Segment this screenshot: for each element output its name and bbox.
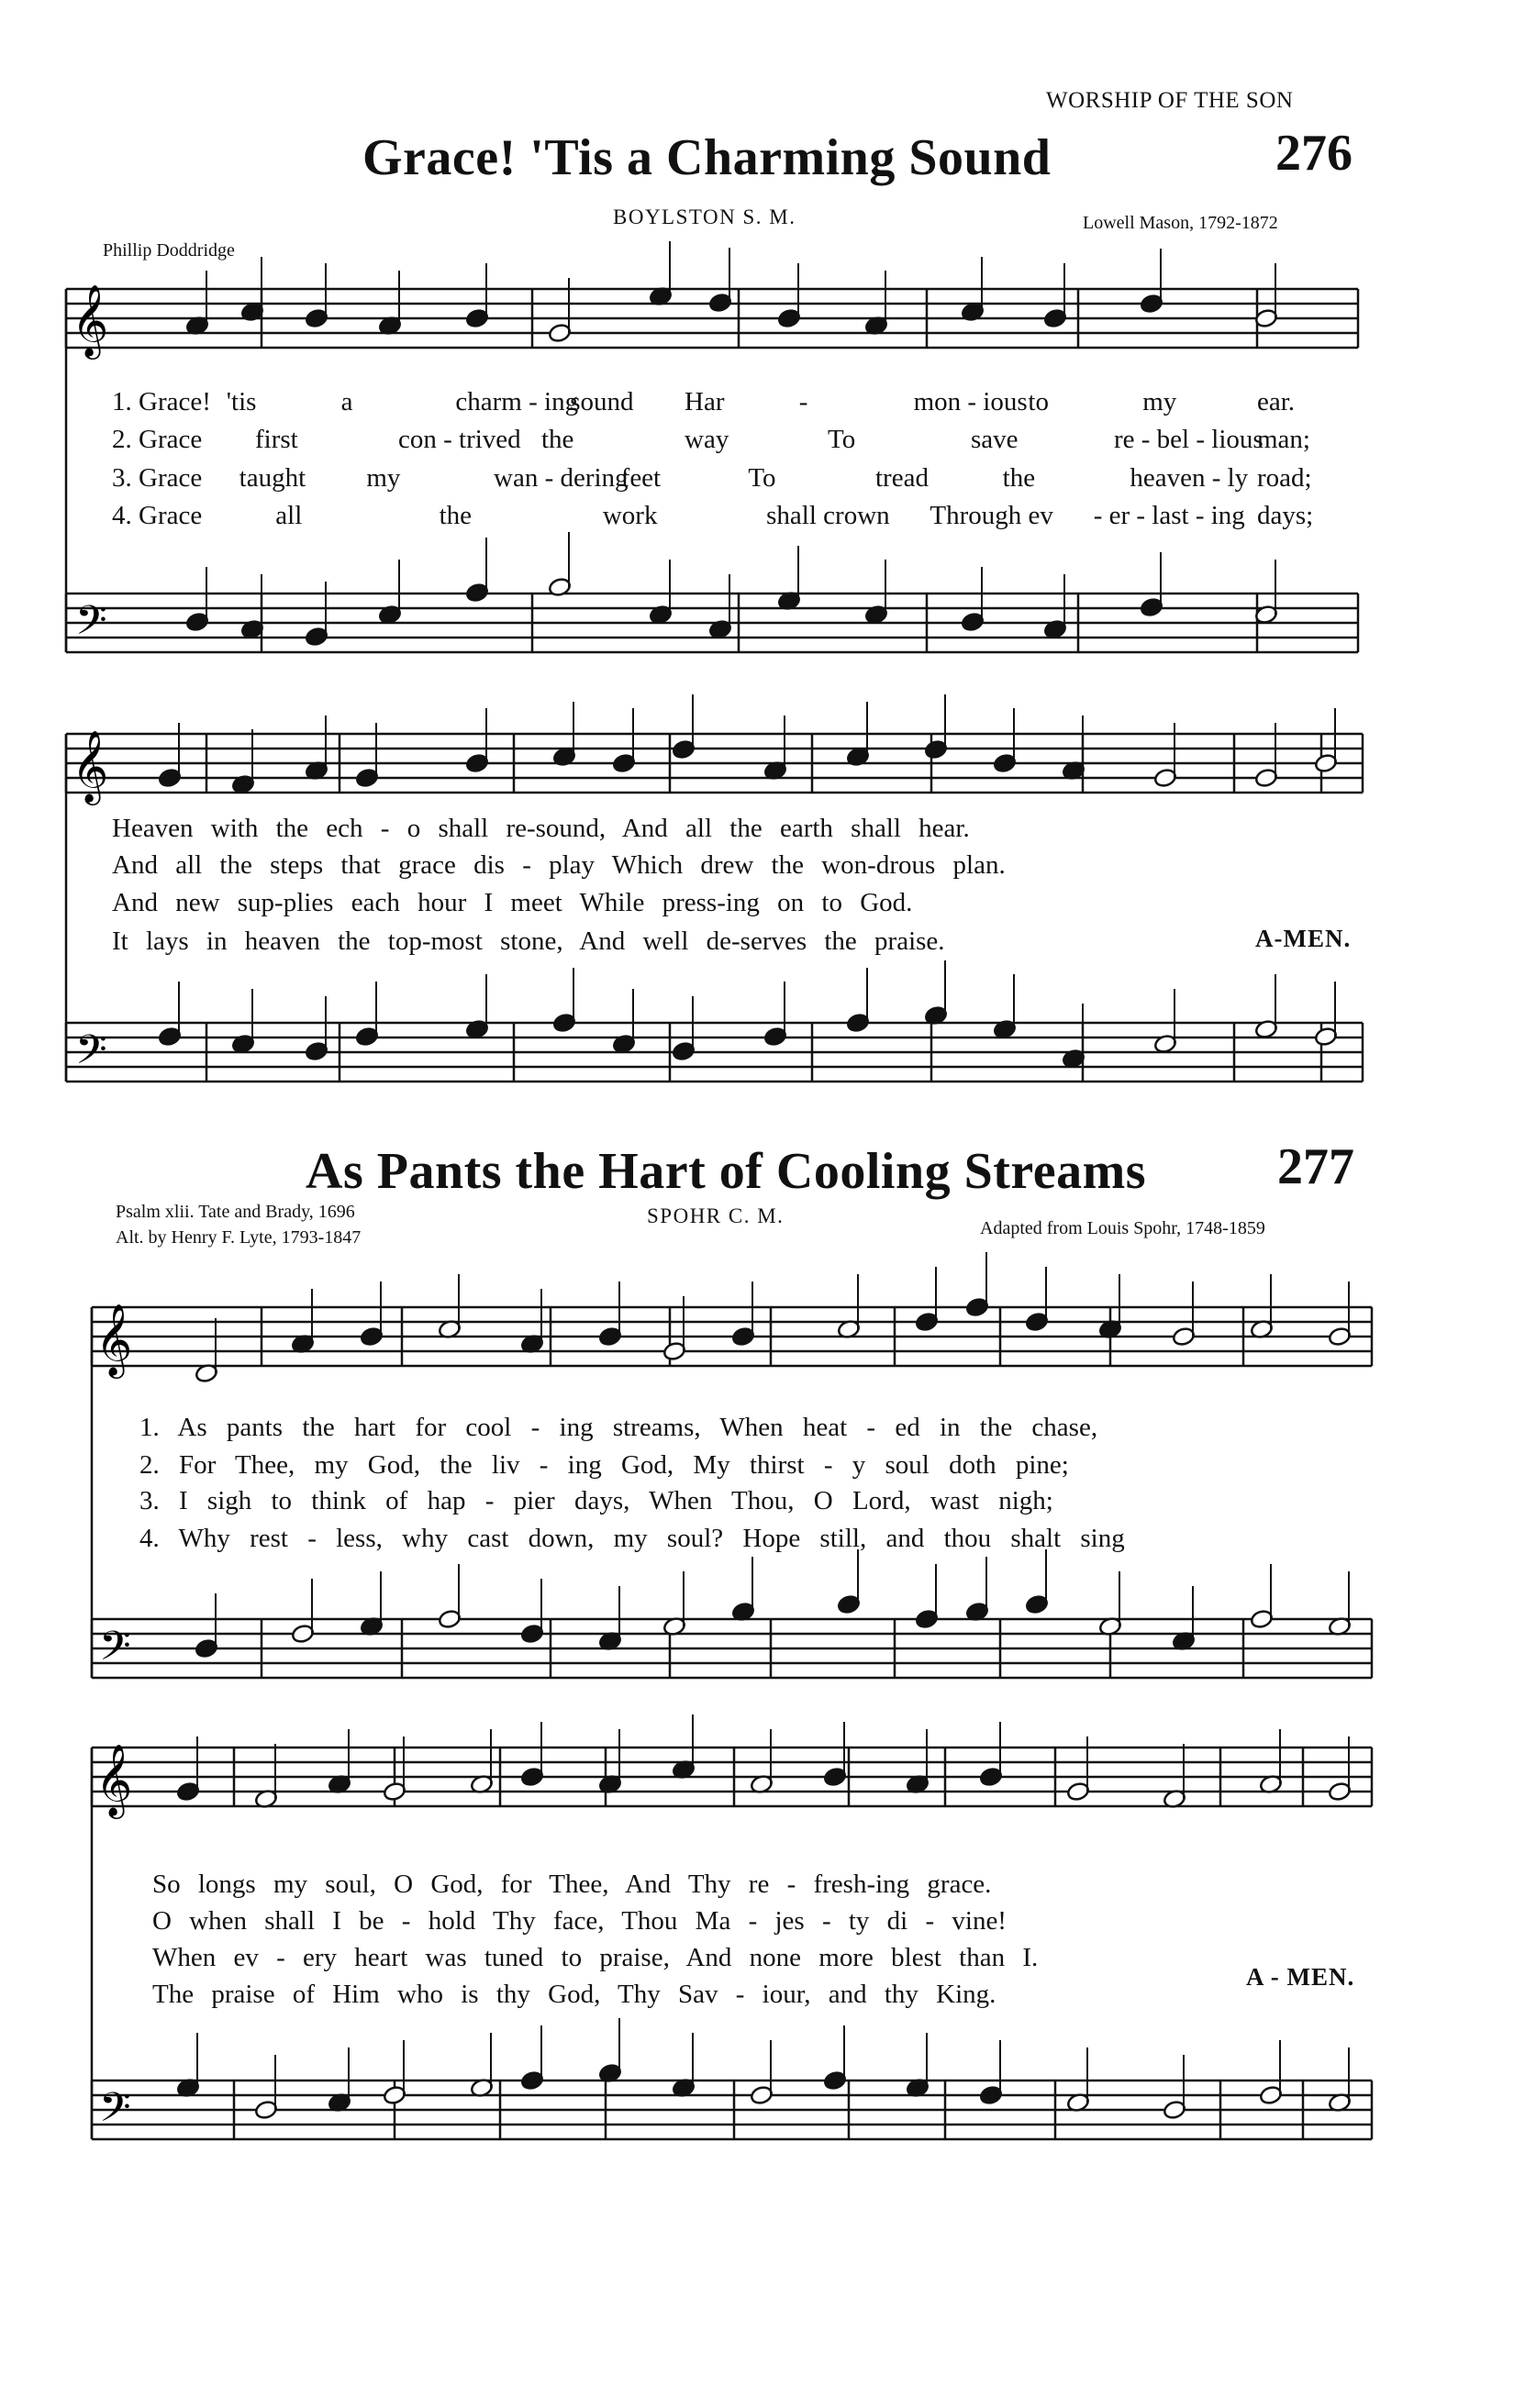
verse-3-line1 [112,463,1340,498]
lyric-word: Har [685,387,725,416]
lyric-word: charm - ing [455,387,579,416]
hymn-276-amen: A-MEN. [1255,925,1352,952]
lyric-word: work [602,501,658,530]
lyric-word: con - trived [398,425,521,454]
lyric-word: ear. [1257,387,1296,416]
hymn-276-title: Grace! 'Tis a Charming Sound [362,129,1052,186]
lyric-word: 2. Grace [112,425,203,454]
hymn-277-author-2: Alt. by Henry F. Lyte, 1793-1847 [116,1227,362,1248]
lyric-word: feet [620,463,662,493]
lyric-word: road; [1257,463,1312,493]
lyric-word: a [340,387,353,416]
lyric-word: save [971,425,1019,454]
lyric-word: shall crown [766,501,890,530]
hymn-277-title: As Pants the Hart of Cooling Streams [306,1143,1147,1200]
lyric-word: 4. Grace [112,501,203,530]
lyric-word: the [439,501,472,530]
hymn-276-tune: BOYLSTON S. M. [613,205,796,228]
lyric-word: - er - last - ing [1093,501,1245,530]
bass-clef-icon: 𝄢 [75,596,107,654]
bass-clef-icon: 𝄢 [75,1026,107,1083]
treble-clef-icon: 𝄞 [72,730,109,803]
hymn-276-bass-staff-2 [66,1023,1363,1082]
treble-clef-icon: 𝄞 [95,1304,133,1376]
lyric-word: heaven - ly [1130,463,1249,493]
hymn-277-tune: SPOHR C. M. [647,1204,785,1227]
hymn-276-composer: Lowell Mason, 1792-1872 [1083,213,1278,233]
lyric-word: sound [570,387,634,416]
lyric-word: To [748,463,776,493]
verse-1-line2: So longs my soul, O God, for Thee, And Thy re - fresh-ing grace. [152,1870,992,1899]
verse-1-line2: Heaven with the ech - o shall re-sound, And all the earth shall hear. [112,814,970,843]
hymn-277-composer: Adapted from Louis Spohr, 1748-1859 [980,1218,1265,1238]
verse-4-line1 [112,501,1340,536]
hymn-277-amen: A - MEN. [1246,1963,1355,1991]
verse-4-line2: It lays in heaven the top-most stone, And well de-serves the praise. [112,927,945,956]
lyric-word: all [275,501,303,530]
lyric-word: the [541,425,574,454]
verse-1-line1: 1. As pants the hart for cool - ing streams, When heat - ed in the chase, [139,1413,1098,1442]
lyric-word: To [828,425,856,454]
hymn-276-number: 276 [1275,125,1353,182]
hymn-277-author-1: Psalm xlii. Tate and Brady, 1696 [116,1202,355,1222]
verse-3-line2: And new sup-plies each hour I meet While press-ing on to God. [112,888,913,917]
treble-clef-icon: 𝄞 [95,1744,133,1816]
verse-2-line1 [112,425,1340,460]
lyric-word: mon - ious [913,387,1028,416]
lyric-word: - [798,387,808,416]
hymn-276-treble-staff-1 [66,289,1358,348]
verse-1-line1 [112,387,1340,422]
lyric-word: 1. Grace! [112,387,211,416]
lyric-word: 3. Grace [112,463,203,493]
lyric-word: wan - dering [494,463,629,493]
lyric-word: Through ev [930,501,1053,530]
lyric-word: my [366,463,401,493]
verse-4-line1: 4. Why rest - less, why cast down, my soul? Hope still, and thou shalt sing [139,1524,1125,1553]
hymn-277-number: 277 [1277,1138,1354,1195]
verse-4-line2: The praise of Him who is thy God, Thy Sav - iour, and thy King. [152,1980,996,2009]
bass-clef-icon: 𝄢 [99,2083,131,2141]
lyric-word: re - bel - lious [1114,425,1264,454]
lyric-word: days; [1257,501,1314,530]
verse-2-line1: 2. For Thee, my God, the liv - ing God, My thirst - y soul doth pine; [139,1450,1069,1480]
lyric-word: taught [239,463,306,493]
lyric-word: tread [875,463,929,493]
verse-3-line1: 3. I sigh to think of hap - pier days, When Thou, O Lord, wast nigh; [139,1486,1053,1515]
verse-3-line2: When ev - ery heart was tuned to praise, And none more blest than I. [152,1943,1039,1972]
section-heading: WORSHIP OF THE SON [1046,88,1294,113]
hymn-276-author: Phillip Doddridge [103,240,235,261]
bass-clef-icon: 𝄢 [99,1622,131,1680]
treble-clef-icon: 𝄞 [72,284,109,357]
lyric-word: to [1028,387,1049,416]
lyric-word: way [685,425,729,454]
lyric-word: the [1002,463,1036,493]
verse-2-line2: O when shall I be - hold Thy face, Thou Ma - jes - ty di - vine! [152,1906,1007,1936]
verse-2-line2: And all the steps that grace dis - play Which drew the won-drous plan. [112,850,1006,880]
lyric-word: man; [1257,425,1310,454]
lyric-word: first [255,425,298,454]
lyric-word: 'tis [226,387,257,416]
lyric-word: my [1142,387,1177,416]
